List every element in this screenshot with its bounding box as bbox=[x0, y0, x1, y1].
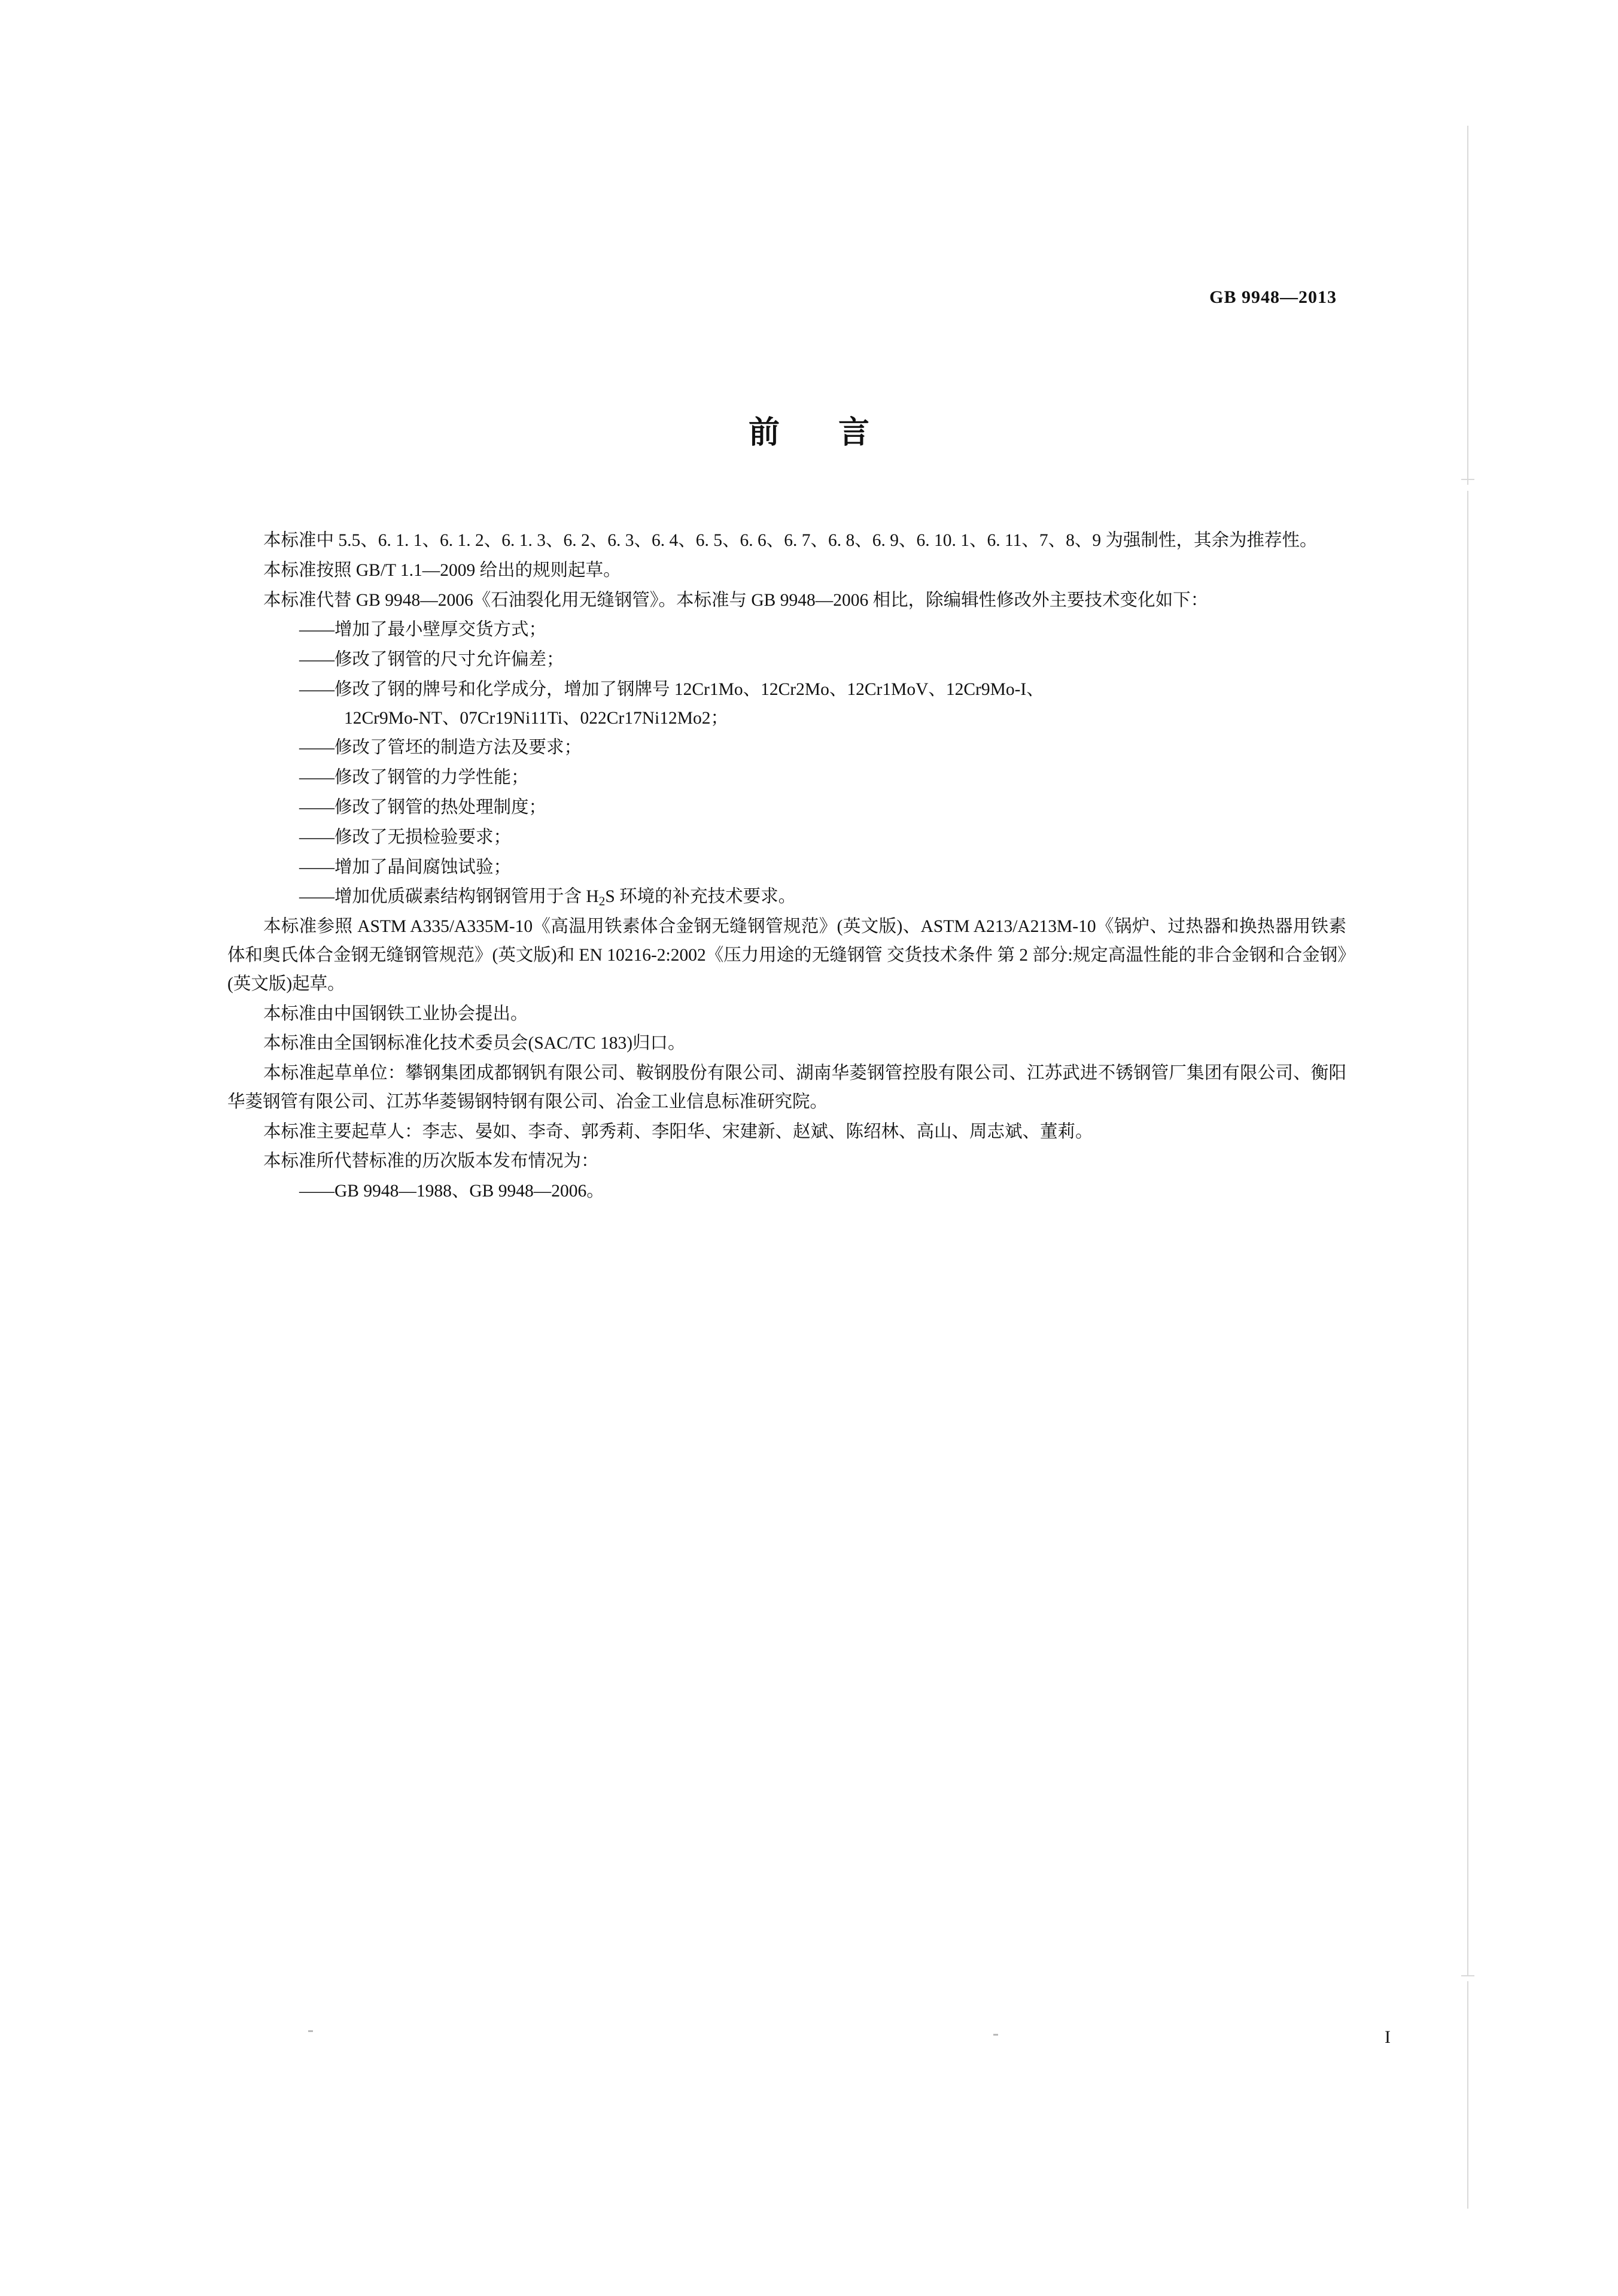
scan-speck-center bbox=[993, 2034, 998, 2036]
list-item: ——GB 9948—1988、GB 9948—2006。 bbox=[299, 1182, 604, 1201]
list-item: ——增加了最小壁厚交货方式； bbox=[299, 620, 547, 640]
list-item: ——修改了无损检验要求； bbox=[299, 827, 512, 847]
scan-edge-line-bottom bbox=[1467, 1981, 1468, 2209]
paragraph: 本标准由全国钢标准化技术委员会(SAC/TC 183)归口。 bbox=[263, 1034, 686, 1053]
scan-edge-tick-upper bbox=[1461, 479, 1474, 480]
paragraph: 本标准由中国钢铁工业协会提出。 bbox=[263, 1004, 528, 1024]
list-item: ——修改了钢管的尺寸允许偏差； bbox=[299, 650, 564, 670]
subscript-2: 2 bbox=[598, 894, 606, 909]
page-header-standard-number: GB 9948—2013 bbox=[1209, 287, 1337, 307]
paragraph: 本标准中 5.5、6. 1. 1、6. 1. 2、6. 1. 3、6. 2、6. 3、6. 4、6. 5、6. 6、6. 7、6. 8、6. 9、6. 10. 1、6. 11、7、8、9 为强制性，其余为推荐性。 bbox=[263, 531, 1318, 550]
list-item: ——修改了钢管的热处理制度； bbox=[299, 798, 547, 818]
paragraph: 本标准代替 GB 9948—2006《石油裂化用无缝钢管》。本标准与 GB 9948—2006 相比，除编辑性修改外主要技术变化如下： bbox=[263, 590, 1209, 610]
page-title: 前 言 bbox=[748, 415, 894, 451]
list-item-continuation: 12Cr9Mo-NT、07Cr19Ni11Ti、022Cr17Ni12Mo2； bbox=[344, 708, 728, 728]
paragraph: 本标准主要起草人：李志、晏如、李奇、郭秀莉、李阳华、宋建新、赵斌、陈绍林、高山、周志斌、董莉。 bbox=[263, 1122, 1093, 1141]
list-item-text-before: ——增加优质碳素结构钢钢管用于含 H bbox=[299, 887, 599, 907]
scan-speck-left bbox=[308, 2030, 313, 2032]
paragraph: 本标准按照 GB/T 1.1—2009 给出的规则起草。 bbox=[263, 560, 621, 580]
paragraph: 本标准起草单位：攀钢集团成都钢钒有限公司、鞍钢股份有限公司、湖南华菱钢管控股有限公司、江苏武进不锈钢管厂集团有限公司、衡阳华菱钢管有限公司、江苏华菱锡钢特钢有限公司、冶金工业信息标准研究院。 bbox=[227, 1064, 1346, 1111]
list-item: ——修改了管坯的制造方法及要求； bbox=[299, 738, 582, 758]
list-item-text: ——修改了钢的牌号和化学成分，增加了钢牌号 12Cr1Mo、12Cr2Mo、12Cr1MoV、12Cr9Mo-I、 bbox=[299, 679, 1044, 699]
scan-edge-tick-lower bbox=[1461, 1975, 1474, 1976]
paragraph: 本标准所代替标准的历次版本发布情况为： bbox=[263, 1152, 599, 1171]
list-item: ——修改了钢管的力学性能； bbox=[299, 768, 529, 788]
scan-edge-line-middle bbox=[1467, 491, 1468, 1975]
list-item-h2s bbox=[227, 883, 1346, 912]
page-number: I bbox=[1385, 2027, 1391, 2047]
paragraph: 本标准参照 ASTM A335/A335M-10《高温用铁素体合金钢无缝钢管规范》(英文版)、ASTM A213/A213M-10《锅炉、过热器和换热器用铁素体和奥氏体合金钢无缝钢管规范》(英文版)和 EN 10216-2:2002《压力用途的无缝钢管 交货技术条件 第 2 部分:规定高温性能的非合金钢和合金钢》(英文版)起草。 bbox=[227, 917, 1346, 994]
list-item-text-after: S 环境的补充技术要求。 bbox=[605, 887, 796, 907]
list-item: ——增加了晶间腐蚀试验； bbox=[299, 857, 512, 877]
list-item bbox=[227, 676, 1346, 733]
foreword-body bbox=[227, 527, 1346, 1207]
